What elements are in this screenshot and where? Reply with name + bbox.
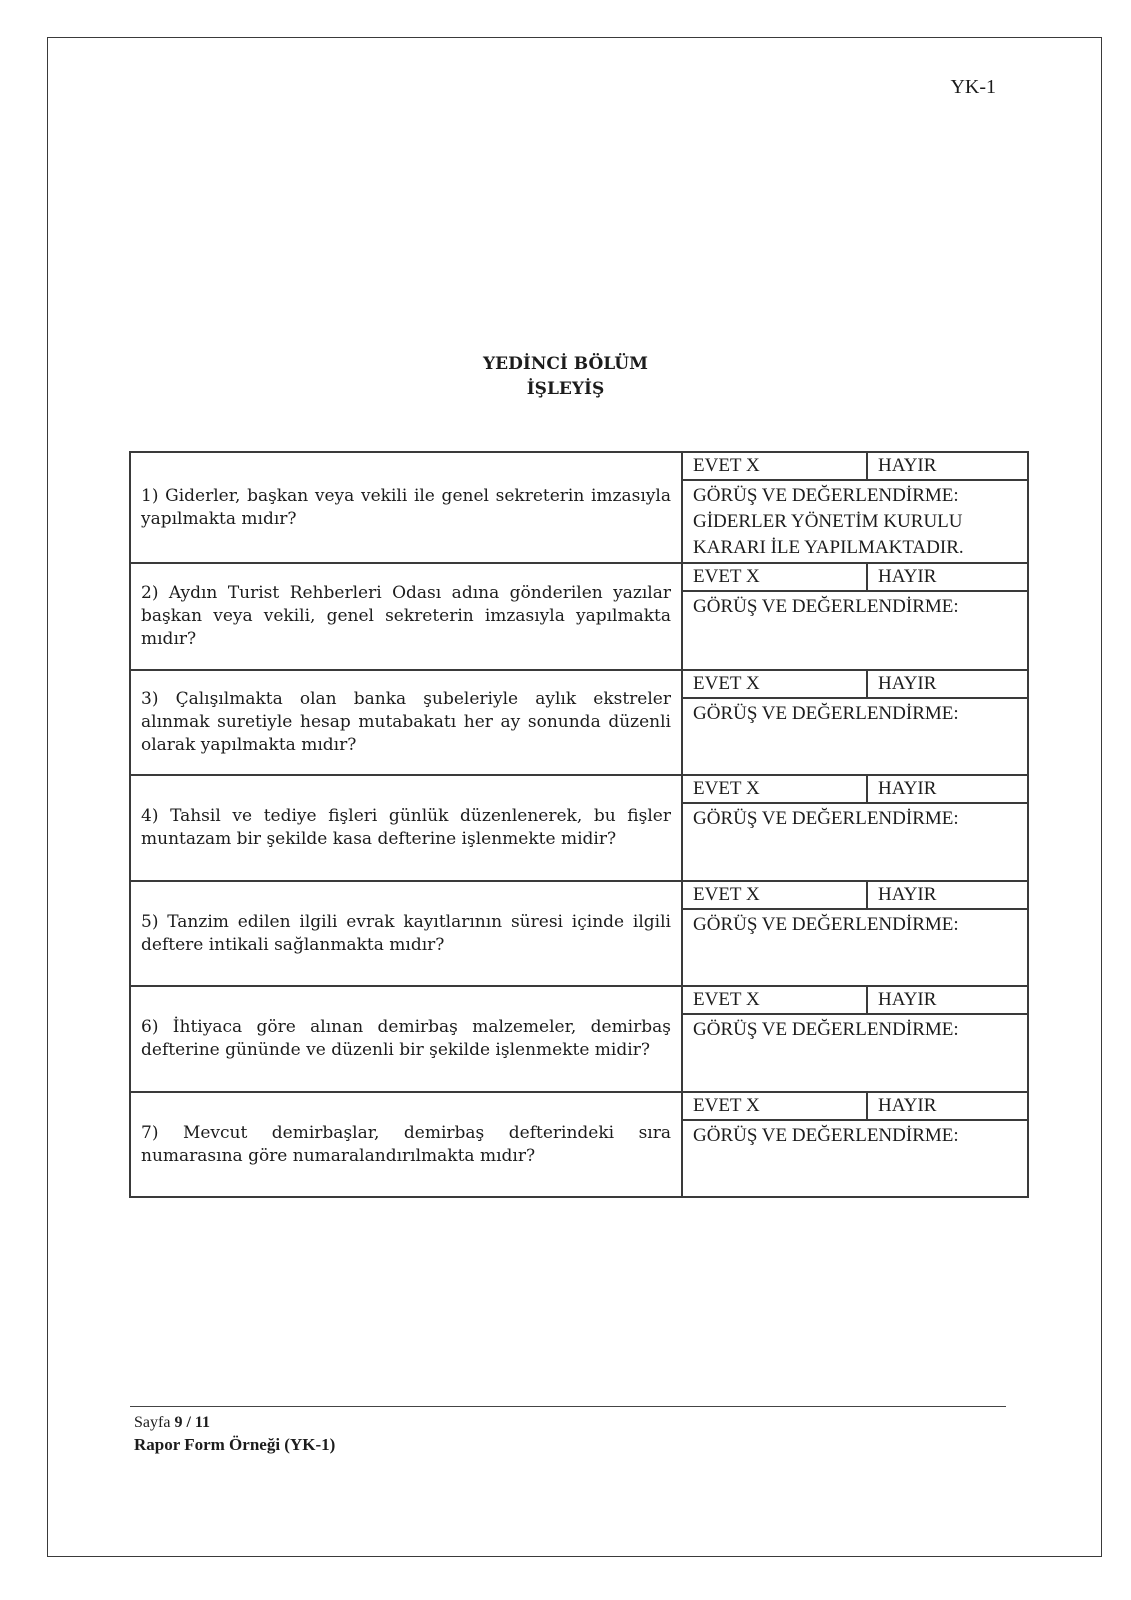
no-option[interactable]: HAYIR — [878, 566, 937, 587]
evaluation-label: GÖRÜŞ VE DEĞERLENDİRME: — [693, 1125, 959, 1146]
question-text: 5) Tanzim edilen ilgili evrak kayıtlarının süresi içinde ilgili deftere intikali sağlanmakta mıdır? — [130, 881, 682, 986]
evaluation-label: GÖRÜŞ VE DEĞERLENDİRME: — [693, 808, 959, 829]
answer-cell — [682, 986, 1028, 1092]
page-code: YK-1 — [950, 76, 996, 98]
question-text: 1) Giderler, başkan veya vekili ile genel sekreterin imzasıyla yapılmakta mıdır? — [130, 452, 682, 563]
form-name: Rapor Form Örneği (YK-1) — [134, 1435, 336, 1454]
answer-cell — [682, 1092, 1028, 1197]
evaluation-field — [683, 592, 1027, 620]
evaluation-field — [683, 804, 1027, 832]
answer-cell — [682, 775, 1028, 881]
evaluation-field — [683, 699, 1027, 727]
audit-form-table — [129, 451, 1029, 1198]
answer-cell — [682, 563, 1028, 670]
question-row-2 — [130, 563, 1028, 670]
page-number: 9 / 11 — [174, 1414, 210, 1431]
evaluation-field — [683, 1015, 1027, 1043]
answer-options — [683, 987, 1027, 1015]
no-option[interactable]: HAYIR — [878, 989, 937, 1010]
no-option[interactable]: HAYIR — [878, 673, 937, 694]
question-row-6 — [130, 986, 1028, 1092]
yes-option[interactable]: EVET X — [683, 882, 868, 908]
question-row-1 — [130, 452, 1028, 563]
page-indicator — [134, 1412, 335, 1434]
question-text: 6) İhtiyaca göre alınan demirbaş malzemeler, demirbaş defterine gününde ve düzenli bir şekilde işlenmekte midir? — [130, 986, 682, 1092]
evaluation-field — [683, 481, 1027, 561]
question-row-4 — [130, 775, 1028, 881]
answer-cell — [682, 452, 1028, 563]
evaluation-note: GİDERLER YÖNETİM KURULU KARARI İLE YAPILMAKTADIR. — [693, 511, 964, 558]
section-subtitle: İŞLEYİŞ — [526, 379, 605, 399]
yes-option[interactable]: EVET X — [683, 987, 868, 1013]
answer-options — [683, 882, 1027, 910]
evaluation-label: GÖRÜŞ VE DEĞERLENDİRME: — [693, 485, 959, 506]
evaluation-label: GÖRÜŞ VE DEĞERLENDİRME: — [693, 703, 959, 724]
question-text: 7) Mevcut demirbaşlar, demirbaş defterindeki sıra numarasına göre numaralandırılmakta mıdır? — [130, 1092, 682, 1197]
yes-option[interactable]: EVET X — [683, 564, 868, 590]
no-option[interactable]: HAYIR — [878, 455, 937, 476]
evaluation-label: GÖRÜŞ VE DEĞERLENDİRME: — [693, 596, 959, 617]
question-row-5 — [130, 881, 1028, 986]
evaluation-label: GÖRÜŞ VE DEĞERLENDİRME: — [693, 914, 959, 935]
evaluation-field — [683, 1121, 1027, 1149]
yes-option[interactable]: EVET X — [683, 671, 868, 697]
section-heading — [0, 352, 1131, 402]
question-text: 2) Aydın Turist Rehberleri Odası adına gönderilen yazılar başkan veya vekili, genel sekreterin imzasıyla yapılmakta mıdır? — [130, 563, 682, 670]
evaluation-label: GÖRÜŞ VE DEĞERLENDİRME: — [693, 1019, 959, 1040]
answer-options — [683, 564, 1027, 592]
no-option[interactable]: HAYIR — [878, 1095, 937, 1116]
question-row-3 — [130, 670, 1028, 775]
page-label: Sayfa — [134, 1414, 171, 1431]
yes-option[interactable]: EVET X — [683, 453, 868, 479]
question-text: 3) Çalışılmakta olan banka şubeleriyle aylık ekstreler alınmak suretiyle hesap mutabakatı her ay sonunda düzenli olarak yapılmakta mıdır? — [130, 670, 682, 775]
yes-option[interactable]: EVET X — [683, 776, 868, 802]
page-footer — [134, 1412, 335, 1456]
answer-cell — [682, 670, 1028, 775]
section-title: YEDİNCİ BÖLÜM — [483, 354, 648, 374]
footer-divider — [130, 1406, 1006, 1407]
no-option[interactable]: HAYIR — [878, 884, 937, 905]
question-row-7 — [130, 1092, 1028, 1197]
answer-cell — [682, 881, 1028, 986]
yes-option[interactable]: EVET X — [683, 1093, 868, 1119]
answer-options — [683, 1093, 1027, 1121]
answer-options — [683, 776, 1027, 804]
no-option[interactable]: HAYIR — [878, 778, 937, 799]
question-text: 4) Tahsil ve tediye fişleri günlük düzenlenerek, bu fişler muntazam bir şekilde kasa defterine işlenmekte midir? — [130, 775, 682, 881]
answer-options — [683, 453, 1027, 481]
evaluation-field — [683, 910, 1027, 938]
answer-options — [683, 671, 1027, 699]
